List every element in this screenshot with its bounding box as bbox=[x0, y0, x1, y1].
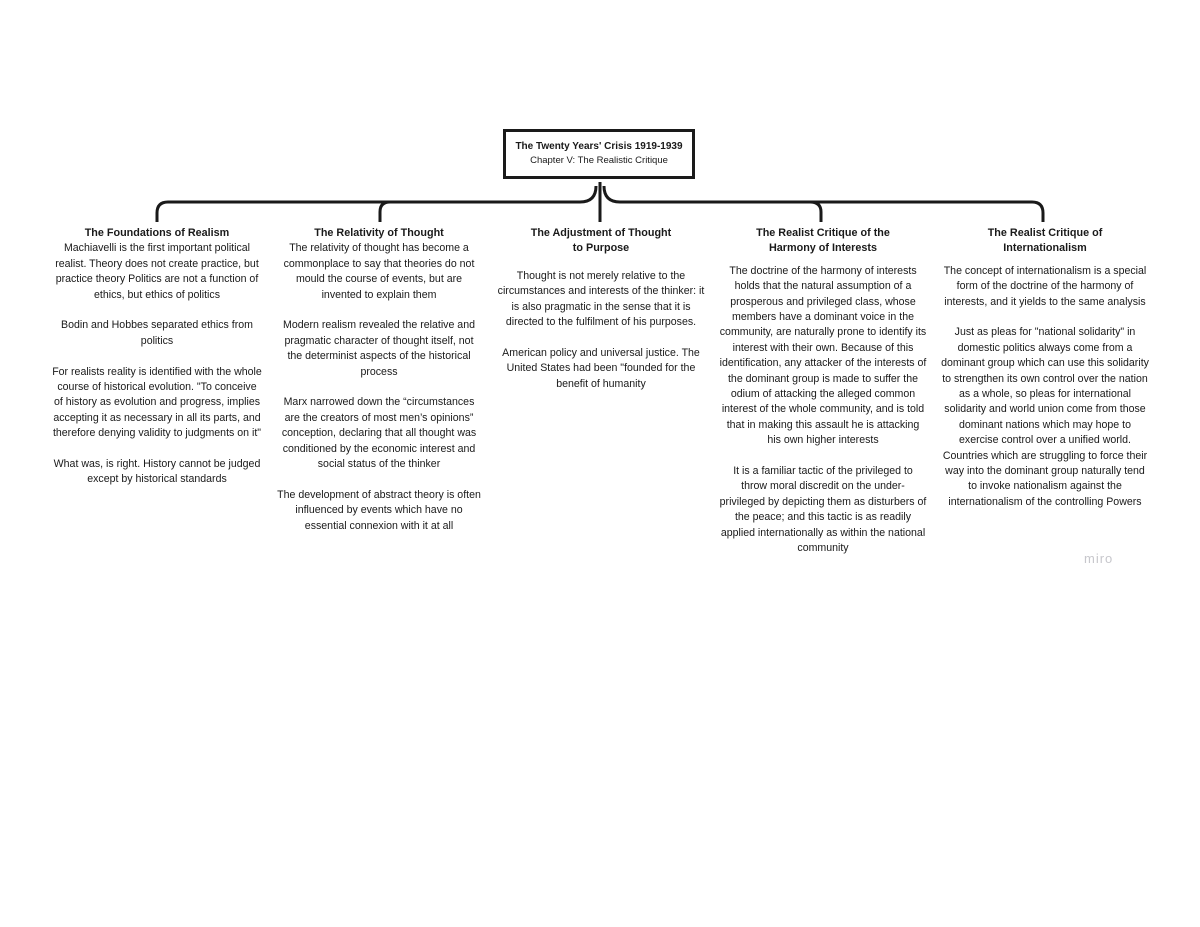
branch-foundations-of-realism[interactable] bbox=[52, 226, 262, 488]
branch-paragraph: For realists reality is identified with the whole course of historical evolution. "To conceive of history as evolution and progress, implies accepting it as necessary in all its parts, and therefore denying validity to judgments on it" bbox=[52, 365, 262, 440]
branch-critique-internationalism[interactable] bbox=[940, 226, 1150, 510]
branch-adjustment-of-thought[interactable] bbox=[497, 226, 705, 392]
right-arm-connector bbox=[604, 186, 1043, 222]
branch-relativity-of-thought[interactable] bbox=[276, 226, 482, 534]
miro-watermark-logo: miro bbox=[1084, 551, 1114, 566]
branch-4-connector bbox=[810, 202, 821, 222]
branch-paragraph: Bodin and Hobbes separated ethics from politics bbox=[61, 319, 253, 347]
left-arm-connector bbox=[157, 186, 596, 222]
branch-critique-harmony-of-interests[interactable] bbox=[719, 226, 927, 557]
branch-2-connector bbox=[380, 202, 390, 222]
branch-paragraph: Modern realism revealed the relative and pragmatic character of thought itself, not the determinist aspects of the historical process bbox=[283, 319, 475, 378]
root-subtitle: Chapter V: The Realistic Critique bbox=[530, 155, 668, 166]
branch-paragraph: Machiavelli is the first important political realist. Theory does not create practice, but practice theory Politics are not a function of ethics, but ethics of politics bbox=[55, 242, 259, 301]
branch-title: The Realist Critique of the Harmony of Interests bbox=[756, 227, 890, 255]
branch-title: The Foundations of Realism bbox=[84, 227, 230, 239]
branch-title: The Adjustment of Thought to Purpose bbox=[530, 227, 672, 255]
branch-title: The Relativity of Thought bbox=[314, 227, 444, 239]
branch-paragraph: It is a familiar tactic of the privileged to throw moral discredit on the under-privileged by depicting them as disturbers of the peace; and this tactic is as readily applied internationally as within the national community bbox=[719, 465, 927, 555]
branch-paragraph: Marx narrowed down the “circumstances are the creators of most men’s opinions” conception, declaring that all thought was conditioned by the economic interest and social status of the thinker bbox=[281, 396, 477, 471]
branch-paragraph: The development of abstract theory is often influenced by events which have no essential connexion with it at all bbox=[277, 488, 481, 532]
branch-paragraph: The relativity of thought has become a commonplace to say that theories do not mould the course of events, but are invented to explain them bbox=[283, 242, 475, 301]
branch-title: The Realist Critique of Internationalism bbox=[987, 227, 1103, 255]
root-title: The Twenty Years' Crisis 1919-1939 bbox=[515, 141, 683, 152]
branch-paragraph: The concept of internationalism is a special form of the doctrine of the harmony of interests, and it yields to the same analysis bbox=[943, 264, 1147, 308]
branch-paragraph: American policy and universal justice. The United States had been "founded for the benefit of humanity bbox=[502, 346, 700, 390]
branch-paragraph: What was, is right. History cannot be judged except by historical standards bbox=[53, 458, 261, 486]
branch-paragraph: Just as pleas for "national solidarity" in domestic politics always come from a dominant group which can use this solidarity to strengthen its own control over the nation as a whole, so pleas for international solidarity and world union come from those dominant nations which may hope to exercise control over a unified world. Countries which are struggling to force their way into the dominant group naturally tend to invoke nationalism against the internationalism of the controlling Powers bbox=[941, 326, 1149, 508]
root-topic-box[interactable] bbox=[503, 129, 695, 179]
branch-paragraph: Thought is not merely relative to the circumstances and interests of the thinker: it is also pragmatic in the sense that it is directed to the fulfilment of his purposes. bbox=[497, 269, 705, 329]
branch-paragraph: The doctrine of the harmony of interests holds that the natural assumption of a prosperous and privileged class, whose members have a dominant voice in the community, are naturally prone to identify its interest with their own. Because of this identification, any attacker of the interests of the dominant group is made to suffer the odium of attacking the alleged common interest of the whole community, and is told that in making this assault he is attacking his own higher interests bbox=[719, 264, 927, 447]
